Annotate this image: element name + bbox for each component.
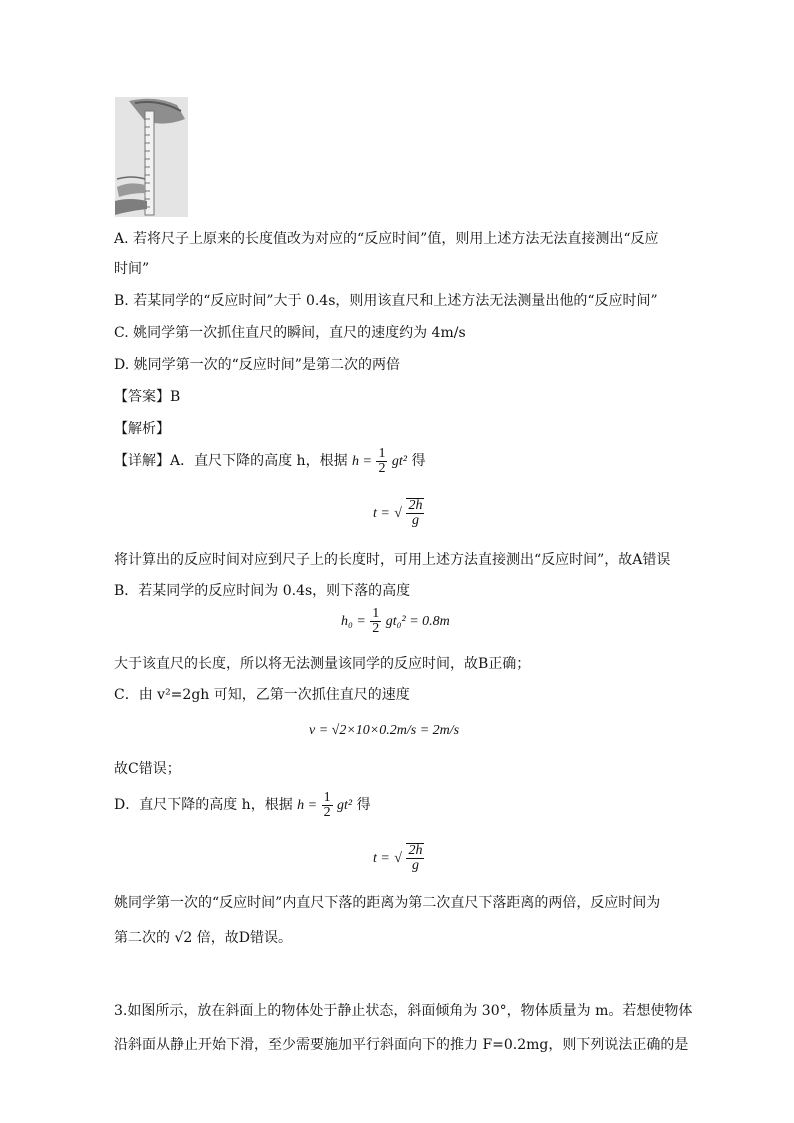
option-a-line1: A. 若将尺子上原来的长度值改为对应的“反应时间”值，则用上述方法无法直接测出“反应: [114, 231, 659, 247]
conclusion-a: 将计算出的反应时间对应到尺子上的长度时，可用上述方法直接测出“反应时间”，故A错误: [114, 552, 671, 568]
ruler-hands-illustration: [115, 97, 188, 217]
sqrt-fraction-d: [406, 843, 424, 873]
formula-t-a: [373, 498, 424, 528]
ruler-experiment-photo: [115, 97, 188, 217]
fraction-half: [376, 447, 387, 476]
formula-h-lhs-d: h =: [297, 798, 318, 813]
fraction-numerator: 1: [323, 789, 331, 805]
detail-d-line: [114, 790, 371, 821]
fraction-denominator: 2: [378, 460, 386, 476]
detail-a-suffix: 得: [411, 453, 426, 469]
formula-t-lhs-d: t =: [373, 851, 390, 866]
option-d: D. 姚同学第一次的“反应时间”是第二次的两倍: [114, 357, 400, 373]
formula-h-rhs-d: gt²: [337, 798, 353, 813]
formula-h0-lhs: h₀ =: [341, 614, 366, 629]
question-3-line1: 3.如图所示，放在斜面上的物体处于静止状态，斜面倾角为 30°，物体质量为 m。若想使物体: [114, 1003, 693, 1019]
sqrt-fraction: [406, 498, 424, 528]
question-3-line2: 沿斜面从静止开始下滑，至少需要施加平行斜面向下的推力 F=0.2mg，则下列说法正确的是: [114, 1037, 689, 1053]
sqrt-numerator: 2h: [408, 843, 423, 858]
option-b: B. 若某同学的“反应时间”大于 0.4s，则用该直尺和上述方法无法测量出他的“反应时间”: [114, 293, 658, 309]
fraction-half-d: [322, 791, 333, 820]
fraction-half-b: [370, 607, 381, 636]
analysis-heading: 【解析】: [114, 421, 170, 437]
fraction-denominator: 2: [323, 804, 331, 820]
detail-a-prefix: 【详解】A．直尺下降的高度 h，根据: [114, 453, 348, 469]
formula-t-lhs: t =: [373, 506, 390, 521]
detail-d-suffix: 得: [356, 797, 371, 813]
fraction-numerator: 1: [372, 605, 380, 621]
option-a-line2: 时间”: [114, 261, 150, 277]
b-line1: B．若某同学的反应时间为 0.4s，则下落的高度: [114, 583, 411, 599]
d-line1: 姚同学第一次的“反应时间”内直尺下落的距离为第二次直尺下落距离的两倍，反应时间为: [114, 895, 661, 911]
detail-d-prefix: D．直尺下降的高度 h，根据: [114, 797, 293, 813]
sqrt-symbol: √: [394, 851, 402, 866]
formula-v: v = √2×10×0.2m/s = 2m/s: [309, 723, 460, 738]
sqrt-numerator: 2h: [408, 498, 423, 513]
sqrt-denominator: g: [411, 858, 419, 873]
d-line2: 第二次的 √2 倍，故D错误。: [114, 930, 292, 946]
formula-h0: [341, 606, 450, 637]
formula-h-lhs: h =: [352, 454, 372, 469]
detail-a-line: [114, 446, 425, 477]
fraction-denominator: 2: [372, 620, 380, 636]
answer: 【答案】B: [114, 389, 181, 405]
sqrt-denominator: g: [411, 513, 419, 528]
formula-h0-rhs: gt₀² = 0.8m: [385, 614, 450, 629]
c-line1: C．由 v²=2gh 可知，乙第一次抓住直尺的速度: [114, 687, 410, 703]
option-c: C. 姚同学第一次抓住直尺的瞬间，直尺的速度约为 4m/s: [114, 325, 466, 341]
formula-t-d: [373, 843, 424, 873]
b-line2: 大于该直尺的长度，所以将无法测量该同学的反应时间，故B正确；: [114, 656, 531, 672]
c-line2: 故C错误；: [114, 761, 181, 777]
formula-h-rhs: gt²: [391, 454, 407, 469]
fraction-numerator: 1: [378, 445, 386, 461]
sqrt-symbol: √: [394, 506, 402, 521]
